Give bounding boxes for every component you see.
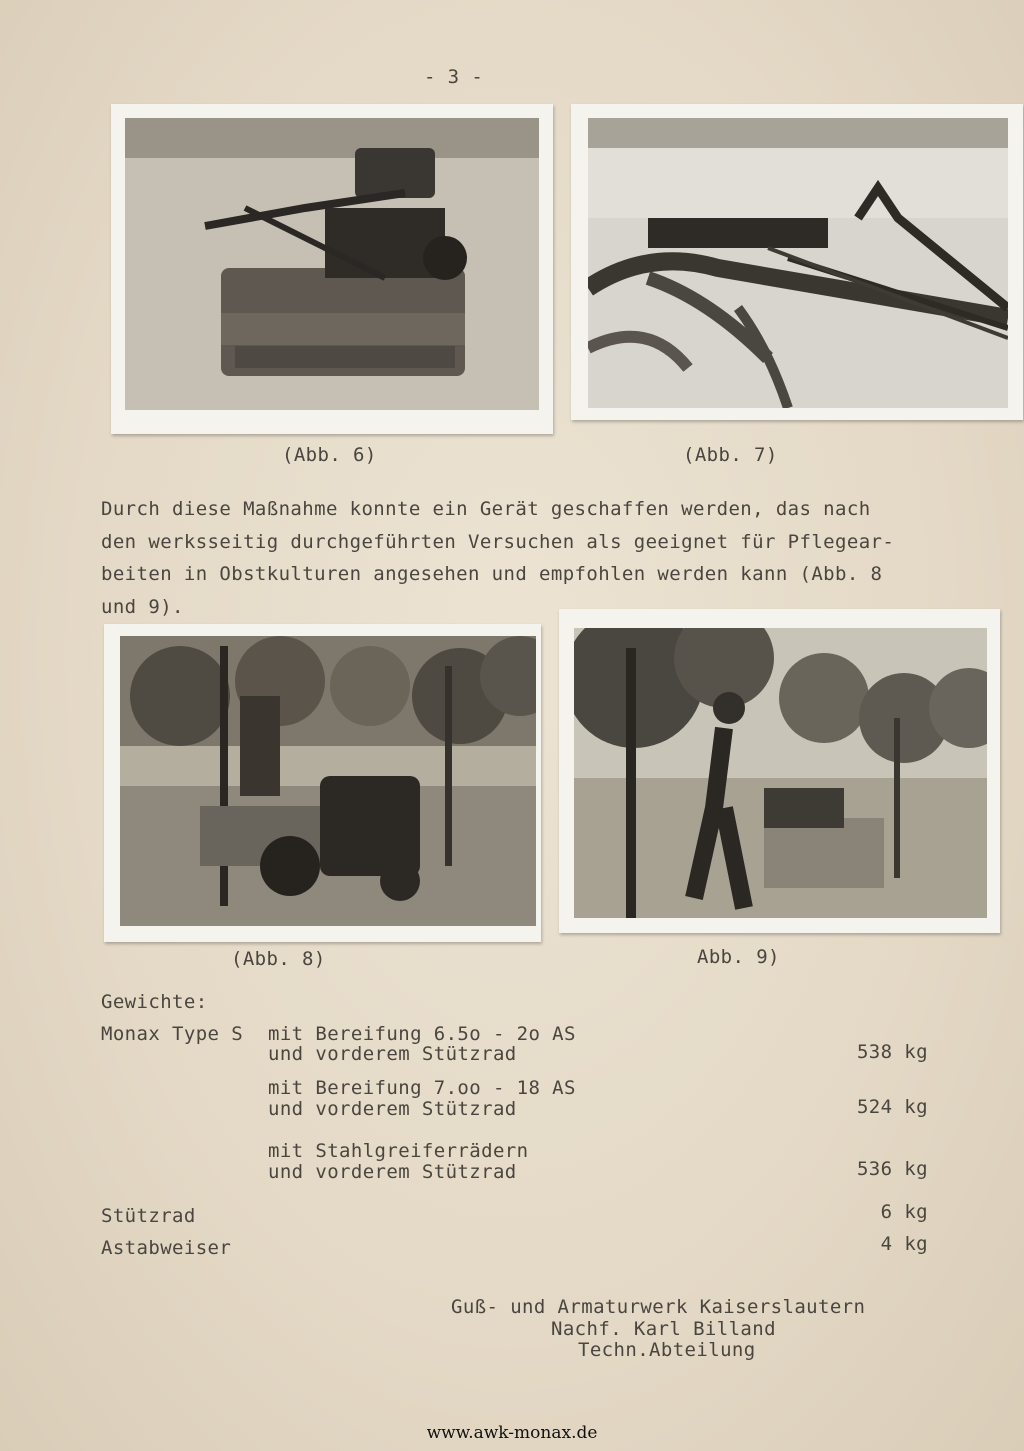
signature-line2: Nachf. Karl Billand xyxy=(551,1318,776,1340)
weight-row-2-line1: mit Bereifung 7.oo - 18 AS xyxy=(268,1077,576,1099)
weights-heading: Gewichte: xyxy=(101,991,208,1013)
photo-abb-7-image xyxy=(588,118,1008,408)
model-name: Monax Type S xyxy=(101,1023,244,1045)
photo-abb-7 xyxy=(571,104,1023,420)
paragraph-line: und 9). xyxy=(101,596,184,618)
extra-value-stuetzrad: 6 kg xyxy=(880,1201,928,1223)
extra-label-astabweiser: Astabweiser xyxy=(101,1237,232,1259)
weight-row-2-value: 524 kg xyxy=(856,1096,928,1118)
weight-row-3-line1: mit Stahlgreiferrädern xyxy=(268,1140,529,1162)
paragraph-line: Durch diese Maßnahme konnte ein Gerät geschaffen werden, das nach xyxy=(101,498,871,520)
photo-abb-6 xyxy=(111,104,553,434)
weight-row-1-line1: mit Bereifung 6.5o - 2o AS xyxy=(268,1023,576,1045)
weight-row-2-line2: und vorderem Stützrad xyxy=(268,1098,517,1120)
caption-abb-7: (Abb. 7) xyxy=(683,444,778,466)
photo-abb-8-image xyxy=(120,636,536,926)
photo-abb-8 xyxy=(104,624,541,942)
extra-value-astabweiser: 4 kg xyxy=(880,1233,928,1255)
photo-abb-9-image xyxy=(574,628,987,918)
photo-abb-6-image xyxy=(125,118,539,410)
extra-label-stuetzrad: Stützrad xyxy=(101,1205,196,1227)
caption-abb-8: (Abb. 8) xyxy=(231,948,326,970)
paragraph-line: beiten in Obstkulturen angesehen und empfohlen werden kann (Abb. 8 xyxy=(101,563,883,585)
signature-line1: Guß- und Armaturwerk Kaiserslautern xyxy=(451,1296,866,1318)
photo-abb-9 xyxy=(559,609,1000,933)
caption-abb-9: Abb. 9) xyxy=(697,946,780,968)
paragraph-line: den werksseitig durchgeführten Versuchen als geeignet für Pflegear- xyxy=(101,531,895,553)
page-number: - 3 - xyxy=(424,66,484,88)
footer-url: www.awk-monax.de xyxy=(426,1423,598,1443)
signature-line3: Techn.Abteilung xyxy=(578,1339,756,1361)
weight-row-1-value: 538 kg xyxy=(856,1041,928,1063)
caption-abb-6: (Abb. 6) xyxy=(282,444,377,466)
weight-row-3-value: 536 kg xyxy=(856,1158,928,1180)
weight-row-3-line2: und vorderem Stützrad xyxy=(268,1161,517,1183)
weight-row-1-line2: und vorderem Stützrad xyxy=(268,1043,517,1065)
